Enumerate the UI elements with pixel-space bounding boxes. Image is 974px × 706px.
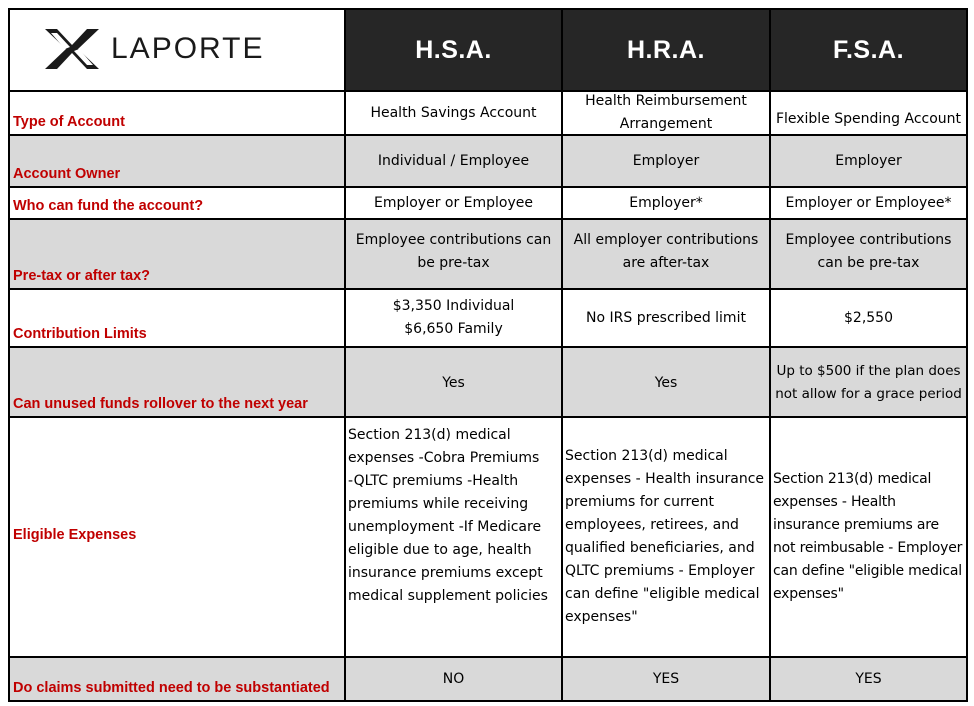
cell-hra-who-can-fund <box>563 188 769 218</box>
cell-hra-eligible-expenses <box>563 418 769 656</box>
cell-hra-rollover <box>563 348 769 416</box>
cell-hra-contribution-limits <box>563 290 769 346</box>
column-header-fsa: F.S.A. <box>771 10 966 90</box>
cell-fsa-account-owner <box>771 136 966 186</box>
cell-fsa-substantiated <box>771 658 966 700</box>
cell-text: Yes <box>654 375 678 391</box>
cell-text: Health Reimbursement Arrangement <box>585 93 747 132</box>
row-label-eligible-expenses: Eligible Expenses <box>10 418 344 656</box>
brand-name: LAPORTE <box>111 32 265 65</box>
cell-text: NO <box>442 670 465 687</box>
cell-fsa-contribution-limits <box>771 290 966 346</box>
cell-text: Employer <box>835 153 902 169</box>
cell-text: No IRS prescribed limit <box>586 309 746 326</box>
cell-text: Employer* <box>629 194 703 211</box>
cell-text: Employee contributions can be pre-tax <box>355 232 552 271</box>
cell-text: Employer or Employee* <box>785 194 952 211</box>
cell-hsa-pre-tax <box>346 220 561 288</box>
cell-hsa-type-of-account <box>346 92 561 134</box>
comparison-table <box>8 8 968 702</box>
cell-text: Yes <box>442 375 465 391</box>
row-label-contribution-limits: Contribution Limits <box>10 290 344 346</box>
row-label-rollover: Can unused funds rollover to the next year <box>10 348 344 416</box>
cell-hra-account-owner <box>563 136 769 186</box>
row-label-type-of-account: Type of Account <box>10 92 344 134</box>
cell-text: YES <box>652 670 680 687</box>
cell-hsa-eligible-expenses <box>346 418 561 656</box>
row-label-account-owner: Account Owner <box>10 136 344 186</box>
column-header-hsa: H.S.A. <box>346 10 561 90</box>
cell-hra-type-of-account <box>563 92 769 134</box>
cell-text: Employer or Employee <box>373 194 534 211</box>
cell-hsa-who-can-fund <box>346 188 561 218</box>
cell-hsa-substantiated <box>346 658 561 700</box>
cell-text: Section 213(d) medical expenses - Health insurance premiums are not reimbusable - Employer can define "eligible medical expenses" <box>773 471 963 602</box>
cell-fsa-eligible-expenses <box>771 418 966 656</box>
cell-text: All employer contributions are after-tax <box>573 232 759 271</box>
logo-cell <box>10 10 344 90</box>
cell-fsa-rollover <box>771 348 966 416</box>
cell-text: Health Savings Account <box>370 104 537 121</box>
cell-text: $3,350 Individual $6,650 Family <box>392 298 515 337</box>
column-header-hra: H.R.A. <box>563 10 769 90</box>
cell-hra-pre-tax <box>563 220 769 288</box>
cell-hsa-contribution-limits <box>346 290 561 346</box>
cell-fsa-who-can-fund <box>771 188 966 218</box>
cell-hsa-account-owner <box>346 136 561 186</box>
cell-text: Section 213(d) medical expenses -Cobra Premiums -QLTC premiums -Health premiums while receiving unemployment -If Medicare eligible due to age, health insurance premiums except medical supplement policies <box>348 427 548 604</box>
cell-fsa-pre-tax <box>771 220 966 288</box>
cell-text: Employer <box>632 153 700 169</box>
brand-logo <box>43 27 265 71</box>
row-label-substantiated: Do claims submitted need to be substantiated <box>10 658 344 700</box>
cell-hra-substantiated <box>563 658 769 700</box>
row-label-pre-tax: Pre-tax or after tax? <box>10 220 344 288</box>
laporte-x-logo-icon <box>43 27 101 71</box>
cell-text: Individual / Employee <box>377 153 530 169</box>
cell-text: $2,550 <box>844 309 893 326</box>
cell-text: YES <box>855 670 882 687</box>
cell-fsa-type-of-account <box>771 92 966 134</box>
cell-text: Flexible Spending Account <box>775 111 962 127</box>
cell-text: Up to $500 if the plan does not allow for a grace period <box>775 363 962 402</box>
cell-text: Employee contributions can be pre-tax <box>785 232 952 271</box>
row-label-who-can-fund: Who can fund the account? <box>10 188 344 218</box>
cell-hsa-rollover <box>346 348 561 416</box>
cell-text: Section 213(d) medical expenses - Health insurance premiums for current employees, retirees, and qualified beneficiaries, and QLTC premiums - Employer can define "eligible medical expenses" <box>565 448 765 625</box>
